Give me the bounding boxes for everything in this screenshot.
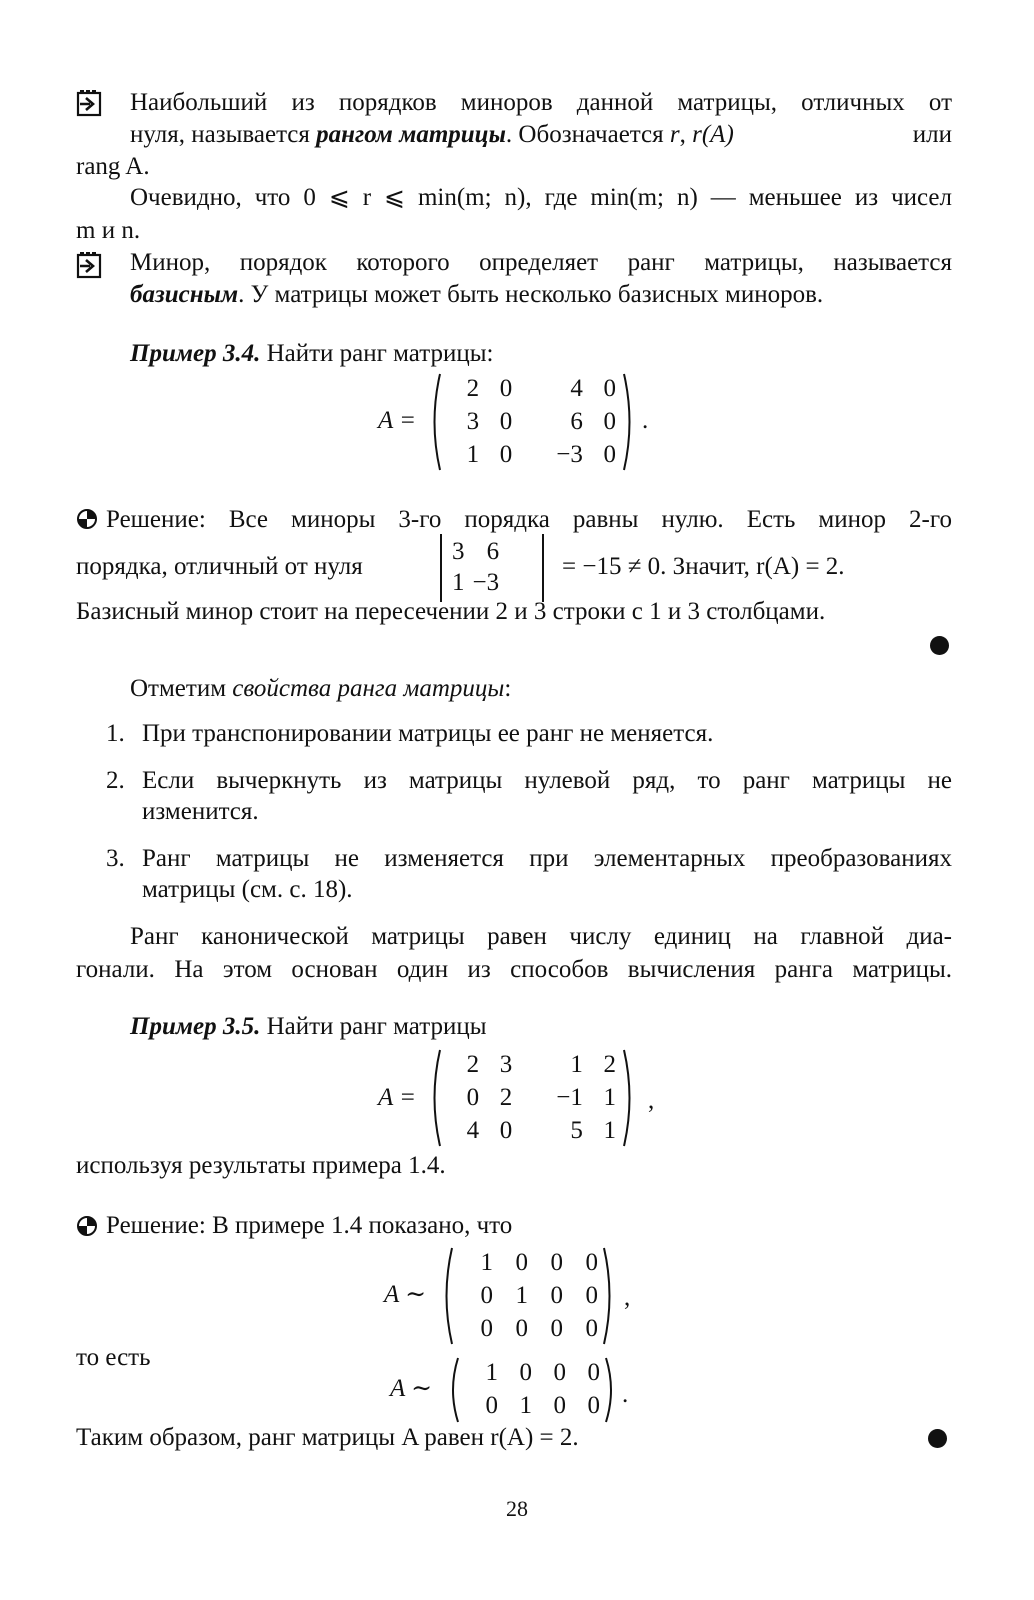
matrix-row	[446, 438, 616, 471]
matrix-cell: 0	[553, 1391, 566, 1419]
property-1-number: 1.	[106, 720, 125, 747]
matrix-cell: 6	[570, 407, 583, 435]
matrix-cell: 1	[603, 1083, 616, 1111]
matrix-cell: 1	[515, 1281, 528, 1309]
matrix-cell: 1	[519, 1391, 532, 1419]
matrix-cell: 1	[480, 1248, 493, 1276]
solution34-line3: Базисный минор стоит на пересечении 2 и 3 строки с 1 и 3 столбцами.	[76, 598, 826, 625]
matrix-cell: 0	[499, 407, 513, 435]
solution35-line1: Решение: В примере 1.4 показано, что	[106, 1212, 513, 1239]
matrix-cell: 0	[480, 1281, 493, 1309]
matrix-cell: 5	[570, 1116, 583, 1144]
matrix-cell: 0	[585, 1281, 598, 1309]
property-2-text: Если вычеркнуть из матрицы нулевой ряд, то ранг матрицы не	[142, 767, 952, 794]
definition1-text: нуля, называется	[130, 121, 317, 148]
obvious-line1: Очевидно, что 0 ⩽ r ⩽ min(m; n), где min(m; n) — меньшее из чисел	[130, 184, 952, 211]
matrix-cell: 1	[603, 1116, 616, 1144]
example35-lhs: A =	[378, 1084, 416, 1111]
solution35-lhs1: A ∼	[384, 1281, 427, 1308]
solution35-end2: .	[622, 1381, 629, 1408]
matrix-cell: 0	[550, 1314, 563, 1342]
properties-term: свойства ранга матрицы	[232, 675, 505, 702]
matrix-row	[458, 1246, 598, 1279]
matrix-cell: 0	[515, 1248, 528, 1276]
example34-heading	[130, 339, 493, 369]
example34-label: Пример 3.4.	[130, 340, 261, 367]
matrix-cell: 0	[466, 1083, 480, 1111]
solution-marker-icon	[76, 1215, 98, 1237]
solution34-determinant	[440, 534, 544, 602]
matrix-cell: −3	[556, 440, 583, 468]
definition2-text: . У матрицы может быть несколько базисных миноров.	[238, 281, 824, 308]
matrix-cell: 0	[499, 1116, 513, 1144]
matrix-row	[464, 1356, 600, 1389]
matrix-cell: 0	[499, 440, 513, 468]
matrix-cell: 0	[550, 1248, 563, 1276]
property-3-text: Ранг матрицы не изменяется при элементарных преобразованиях	[142, 845, 952, 872]
example35-label: Пример 3.5.	[130, 1013, 261, 1040]
page-number: 28	[506, 1496, 528, 1521]
canonical-line2: гонали. На этом основан один из способов вычисления ранга матрицы.	[76, 956, 952, 983]
matrix-cell: 0	[550, 1281, 563, 1309]
matrix-cell: 2	[603, 1050, 616, 1078]
matrix-cell: 0	[499, 374, 513, 402]
matrix-row	[458, 1312, 598, 1345]
matrix-cell: 3	[452, 537, 465, 565]
term-basis: базисным	[130, 281, 239, 308]
example34-matrix	[428, 372, 636, 472]
matrix-row	[448, 567, 503, 598]
solution35-end1: ,	[624, 1284, 631, 1311]
end-of-solution-bullet	[930, 636, 949, 655]
definition-icon	[76, 88, 104, 118]
matrix-cell: 0	[585, 1248, 598, 1276]
matrix-row	[458, 1279, 598, 1312]
matrix-cell: 2	[499, 1083, 513, 1111]
matrix-cell: 0	[603, 407, 616, 435]
matrix-row	[446, 372, 616, 405]
property-1-text: При транспонировании матрицы ее ранг не меняется.	[142, 720, 714, 747]
property-3-text-cont: матрицы (см. с. 18).	[142, 876, 353, 903]
matrix-cell: 0	[485, 1391, 498, 1419]
definition-icon	[76, 250, 104, 280]
matrix-row	[446, 1048, 616, 1081]
matrix-cell: 0	[519, 1358, 532, 1386]
matrix-cell: 0	[603, 374, 616, 402]
matrix-row	[448, 536, 503, 567]
matrix-row	[446, 1081, 616, 1114]
matrix-cell: 1	[570, 1050, 583, 1078]
matrix-cell: 2	[466, 374, 480, 402]
properties-intro-text: :	[504, 675, 512, 702]
math-r: r	[669, 121, 680, 148]
matrix-cell: 3	[499, 1050, 513, 1078]
definition1-line1: Наибольший из порядков миноров данной матрицы, отличных от	[130, 89, 952, 116]
matrix-cell: 6	[486, 537, 500, 565]
property-2-text-cont: изменится.	[142, 798, 259, 825]
example35-matrix	[428, 1048, 636, 1148]
matrix-cell: 1	[452, 568, 465, 596]
matrix-cell: −3	[472, 568, 500, 596]
solution34-line2-pre: порядка, отличный от нуля	[76, 553, 363, 580]
example34-lhs: A =	[378, 407, 416, 434]
obvious-line2: m и n.	[76, 217, 141, 244]
solution35-conclusion: Таким образом, ранг матрицы A равен r(A) = 2.	[76, 1424, 579, 1451]
term-rank: рангом матрицы	[316, 121, 506, 148]
math-rA: r(A)	[692, 121, 734, 148]
example35-end: ,	[648, 1087, 655, 1114]
matrix-cell: −1	[556, 1083, 583, 1111]
matrix-cell: 0	[585, 1314, 598, 1342]
matrix-cell: 4	[570, 374, 583, 402]
definition1-text: . Обозначается	[505, 121, 670, 148]
matrix-cell: 0	[587, 1391, 600, 1419]
end-of-solution-bullet	[928, 1429, 947, 1448]
solution34-line2-post: = −15 ≠ 0. Значит, r(A) = 2.	[562, 553, 845, 580]
solution35-matrix1	[440, 1246, 616, 1346]
matrix-cell: 4	[466, 1116, 480, 1144]
definition1-text: или	[912, 121, 952, 148]
matrix-cell: 1	[466, 440, 480, 468]
matrix-row	[446, 405, 616, 438]
property-2-number: 2.	[106, 767, 125, 794]
definition2-line1: Минор, порядок которого определяет ранг матрицы, называется	[130, 249, 952, 276]
canonical-line1: Ранг канонической матрицы равен числу единиц на главной диа-	[130, 923, 952, 950]
matrix-cell: 0	[587, 1358, 600, 1386]
example34-end: .	[642, 407, 649, 434]
matrix-cell: 1	[485, 1358, 498, 1386]
definition2-line2	[130, 280, 823, 310]
property-3-number: 3.	[106, 845, 125, 872]
matrix-cell: 2	[466, 1050, 480, 1078]
matrix-cell: 0	[480, 1314, 493, 1342]
example34-text: Найти ранг матрицы:	[260, 340, 494, 367]
matrix-row	[464, 1389, 600, 1422]
solution-marker-icon	[76, 508, 98, 530]
matrix-cell: 0	[553, 1358, 566, 1386]
example35-text: Найти ранг матрицы	[260, 1013, 487, 1040]
definition1-line2	[130, 120, 952, 150]
example35-heading	[130, 1012, 487, 1042]
matrix-cell: 3	[466, 407, 480, 435]
matrix-row	[446, 1114, 616, 1147]
solution35-matrix2	[446, 1356, 618, 1424]
solution35-that-is: то есть	[76, 1344, 151, 1371]
example35-after: используя результаты примера 1.4.	[76, 1152, 446, 1179]
solution34-line1: Решение: Все миноры 3-го порядка равны нулю. Есть минор 2-го	[106, 506, 952, 533]
properties-intro	[130, 674, 511, 704]
definition1-line3: rang A.	[76, 153, 150, 180]
matrix-cell: 0	[515, 1314, 528, 1342]
definition1-text: ,	[679, 121, 693, 148]
properties-intro-text: Отметим	[130, 675, 233, 702]
matrix-cell: 0	[603, 440, 616, 468]
solution35-lhs2: A ∼	[390, 1375, 433, 1402]
